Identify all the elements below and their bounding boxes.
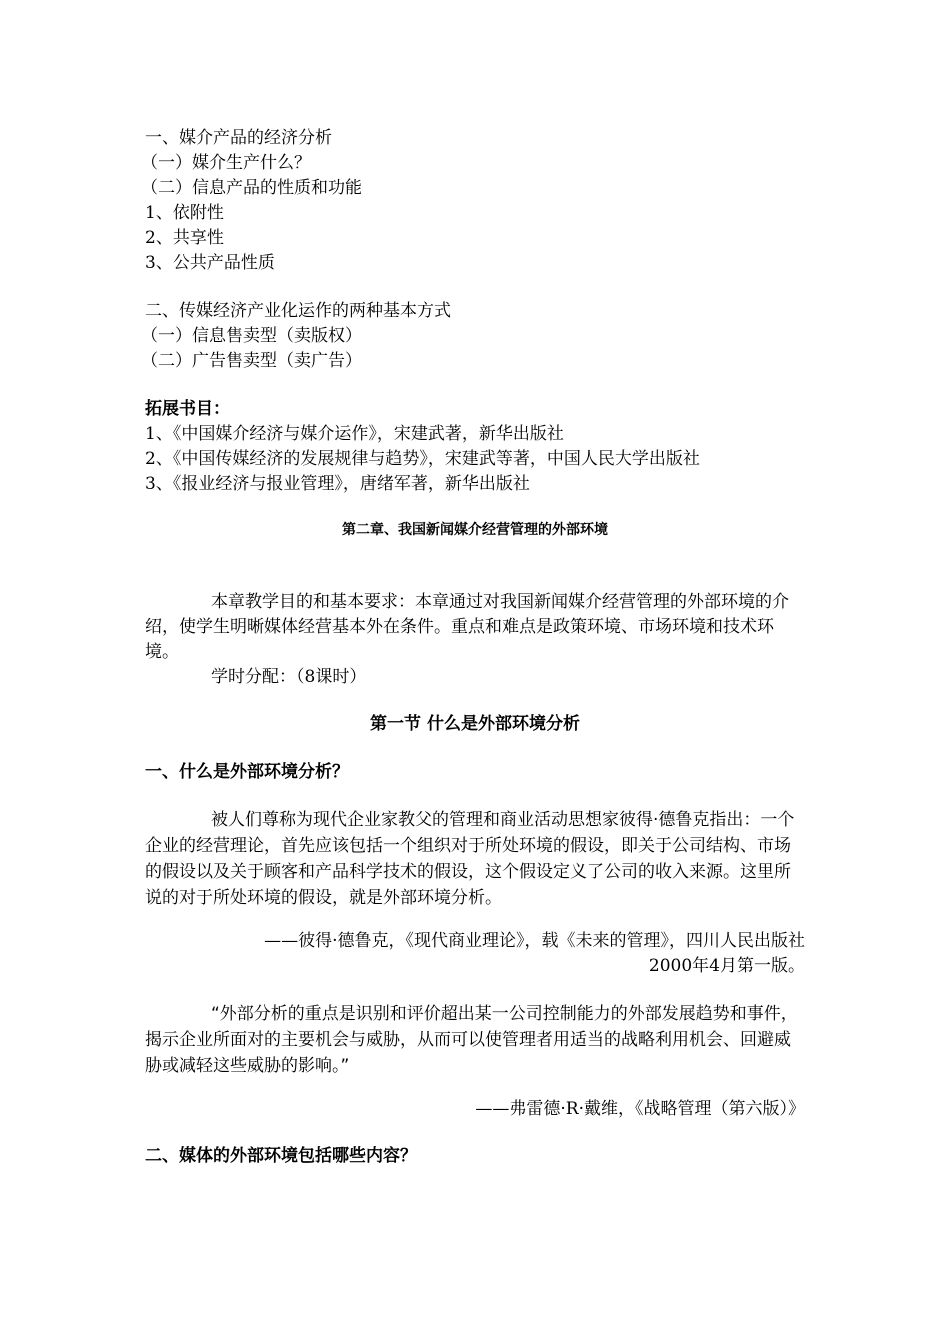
book-item: 1、《中国媒介经济与媒介运作》，宋建武著，新华出版社 [145,424,564,444]
citation: 2000年4月第一版。 [648,956,805,976]
section2-heading: 二、传媒经济产业化运作的两种基本方式 [145,301,451,321]
chapter-title: 第二章、我国新闻媒介经营管理的外部环境 [342,522,608,538]
question-heading: 二、媒体的外部环境包括哪些内容？ [145,1146,417,1166]
section1-sub2: （二）信息产品的性质和功能 [141,178,362,198]
section-title: 第一节 什么是外部环境分析 [370,714,580,734]
chapter-objective: 本章教学目的和基本要求：本章通过对我国新闻媒介经营管理的外部环境的介绍，使学生明晰媒体经营基本外在条件。重点和难点是政策环境、市场环境和技术环境。 [145,592,789,662]
book-item: 2、《中国传媒经济的发展规律与趋势》，宋建武等著，中国人民大学出版社 [145,449,700,469]
body-paragraph: 被人们尊称为现代企业家教父的管理和商业活动思想家彼得·德鲁克指出：一个企业的经营理论，首先应该包括一个组织对于所处环境的假设，即关于公司结构、市场的假设以及关于顾客和产品科学技术的假设，这个假设定义了公司的收入来源。这里所说的对于所处环境的假设，就是外部环境分析。 [145,810,795,908]
section1-heading: 一、媒介产品的经济分析 [145,128,332,148]
book-item: 3、《报业经济与报业管理》，唐绪军著，新华出版社 [145,474,530,494]
chapter-hours: 学时分配：（8课时） [211,667,367,687]
list-item: 3、公共产品性质 [145,253,275,273]
books-title: 拓展书目： [145,399,230,419]
section2-sub2: （二）广告售卖型（卖广告） [141,351,362,371]
citation: ——弗雷德·R·戴维，《战略管理（第六版）》 [475,1099,805,1119]
list-item: 1、依附性 [145,203,224,223]
question-heading: 一、什么是外部环境分析？ [145,762,349,782]
list-item: 2、共享性 [145,228,224,248]
citation: ——彼得·德鲁克，《现代商业理论》，载《未来的管理》，四川人民出版社 [264,931,805,951]
quote-paragraph: “外部分析的重点是识别和评价超出某一公司控制能力的外部发展趋势和事件，揭示企业所面对的主要机会与威胁，从而可以使管理者用适当的战略利用机会、回避威胁或减轻这些威胁的影响。” [145,1004,798,1076]
section1-sub1: （一）媒介生产什么？ [141,153,311,173]
section2-sub1: （一）信息售卖型（卖版权） [141,326,362,346]
